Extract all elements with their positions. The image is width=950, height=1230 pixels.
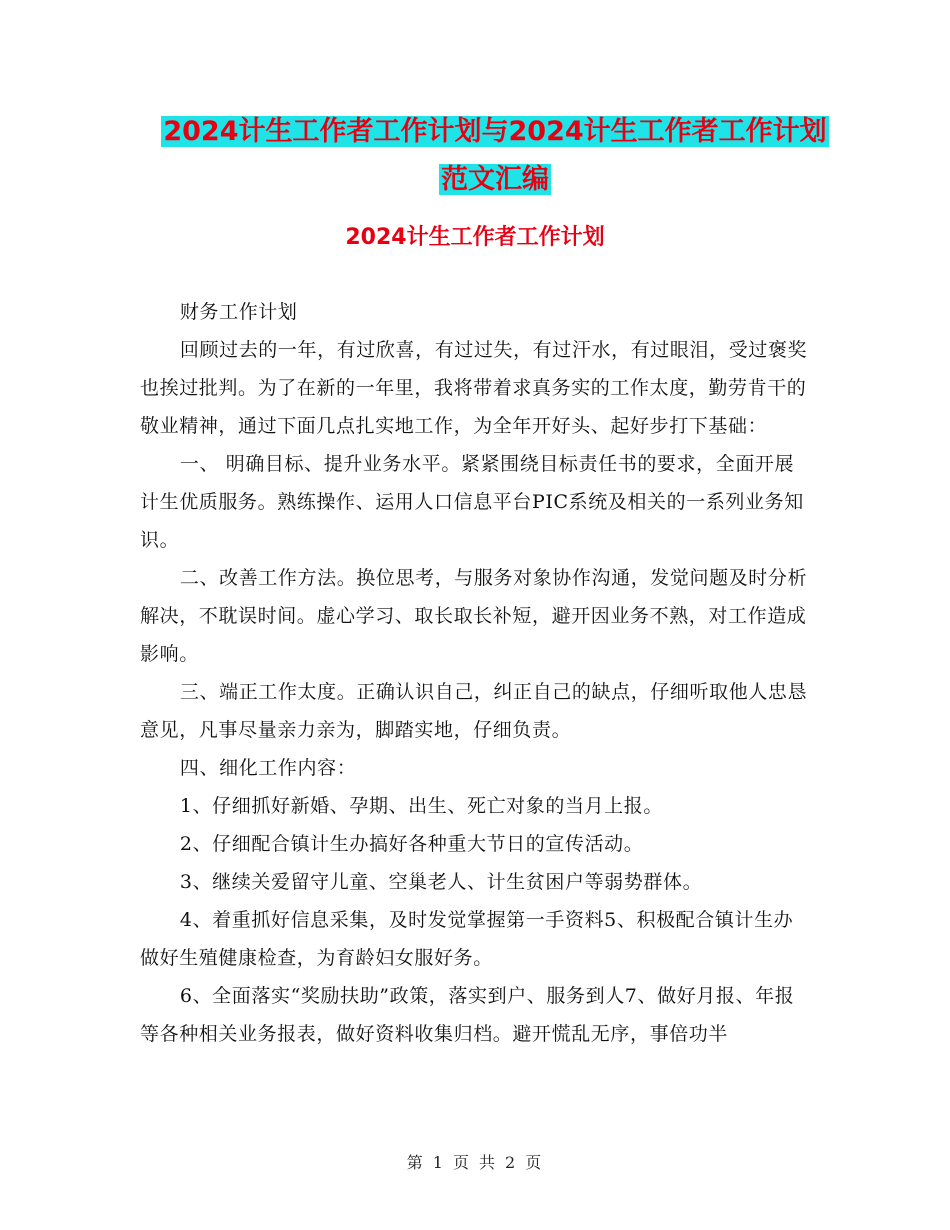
document-body (140, 293, 812, 1053)
footer-page-label: 页 (452, 1153, 471, 1172)
footer-current-page: 1 (432, 1153, 445, 1172)
paragraph: 三、端正工作太度。正确认识自己，纠正自己的缺点，仔细听取他人忠恳意见，凡事尽量亲力亲为，脚踏实地，仔细负责。 (140, 681, 808, 741)
paragraph: 2、仔细配合镇计生办搞好各种重大节日的宣传活动。 (179, 833, 644, 855)
page-footer (0, 1150, 950, 1173)
paragraph: 四、细化工作内容： (179, 757, 357, 779)
document-title-line2: 范文汇编 (441, 164, 549, 195)
document-title-line1: 2024计生工作者工作计划与2024计生工作者工作计划 (163, 116, 827, 147)
footer-total-label: 共 (479, 1153, 498, 1172)
footer-prefix: 第 (406, 1153, 425, 1172)
paragraph: 6、全面落实“奖励扶助”政策，落实到户、服务到人7、做好月报、年报等各种相关业务报表，做好资料收集归档。避开慌乱无序，事倍功半 (140, 985, 795, 1045)
paragraph: 4、着重抓好信息采集，及时发觉掌握第一手资料5、积极配合镇计生办做好生殖健康检查，为育龄妇女服好务。 (140, 909, 794, 969)
paragraph: 财务工作计划 (179, 301, 298, 323)
paragraph: 一、 明确目标、提升业务水平。紧紧围绕目标责任书的要求，全面开展计生优质服务。熟练操作、运用人口信息平台PIC系统及相关的一系列业务知识。 (140, 453, 804, 551)
paragraph: 3、继续关爱留守儿童、空巢老人、计生贫困户等弱势群体。 (179, 871, 703, 893)
paragraph: 回顾过去的一年，有过欣喜，有过过失，有过汗水，有过眼泪，受过褒奖也挨过批判。为了在新的一年里，我将带着求真务实的工作太度，勤劳肯干的敬业精神，通过下面几点扎实地工作，为全年开好头、起好步打下基础： (140, 339, 808, 437)
footer-suffix: 页 (525, 1153, 544, 1172)
paragraph: 1、仔细抓好新婚、孕期、出生、死亡对象的当月上报。 (179, 795, 663, 817)
footer-total-pages: 2 (505, 1153, 518, 1172)
document-title (140, 108, 850, 204)
section-title: 2024计生工作者工作计划 (345, 225, 605, 250)
paragraph: 二、改善工作方法。换位思考，与服务对象协作沟通，发觉问题及时分析解决，不耽误时间。虚心学习、取长取长补短，避开因业务不熟，对工作造成影响。 (140, 567, 808, 665)
